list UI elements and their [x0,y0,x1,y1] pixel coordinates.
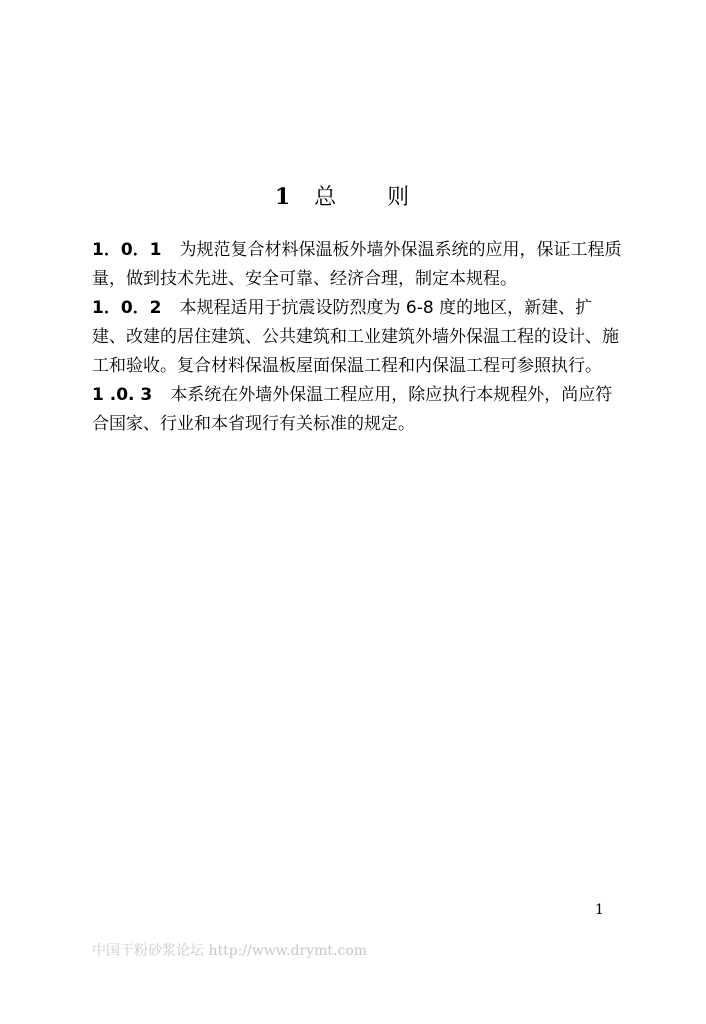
clause-text: 本系统在外墙外保温工程应用，除应执行本规程外，尚应符合国家、行业和本省现行有关标准的规定。 [92,385,613,434]
clause-1-0-1 [92,236,622,294]
watermark-text: 中国干粉砂浆论坛 http://www.drymt.com [92,943,368,959]
clause-text: 为规范复合材料保温板外墙外保温系统的应用，保证工程质量，做到技术先进、安全可靠、经济合理，制定本规程。 [92,240,622,289]
chapter-heading [0,180,706,211]
clause-number: 1．0．1 [92,240,162,260]
chapter-number: 1 [274,184,293,210]
chapter-body [92,236,622,439]
clause-text: 本规程适用于抗震设防烈度为 6-8 度的地区，新建、扩建、改建的居住建筑、公共建筑和工业建筑外墙外保温工程的设计、施工和验收。复合材料保温板屋面保温工程和内保温工程可参照执行。 [92,298,619,376]
page-number: 1 [595,902,604,918]
clause-1-0-3 [92,381,622,439]
clause-number: 1 .0. 3 [92,385,153,405]
chapter-title: 总 则 [314,185,432,210]
clause-1-0-2 [92,294,622,381]
clause-number: 1．0．2 [92,298,162,318]
